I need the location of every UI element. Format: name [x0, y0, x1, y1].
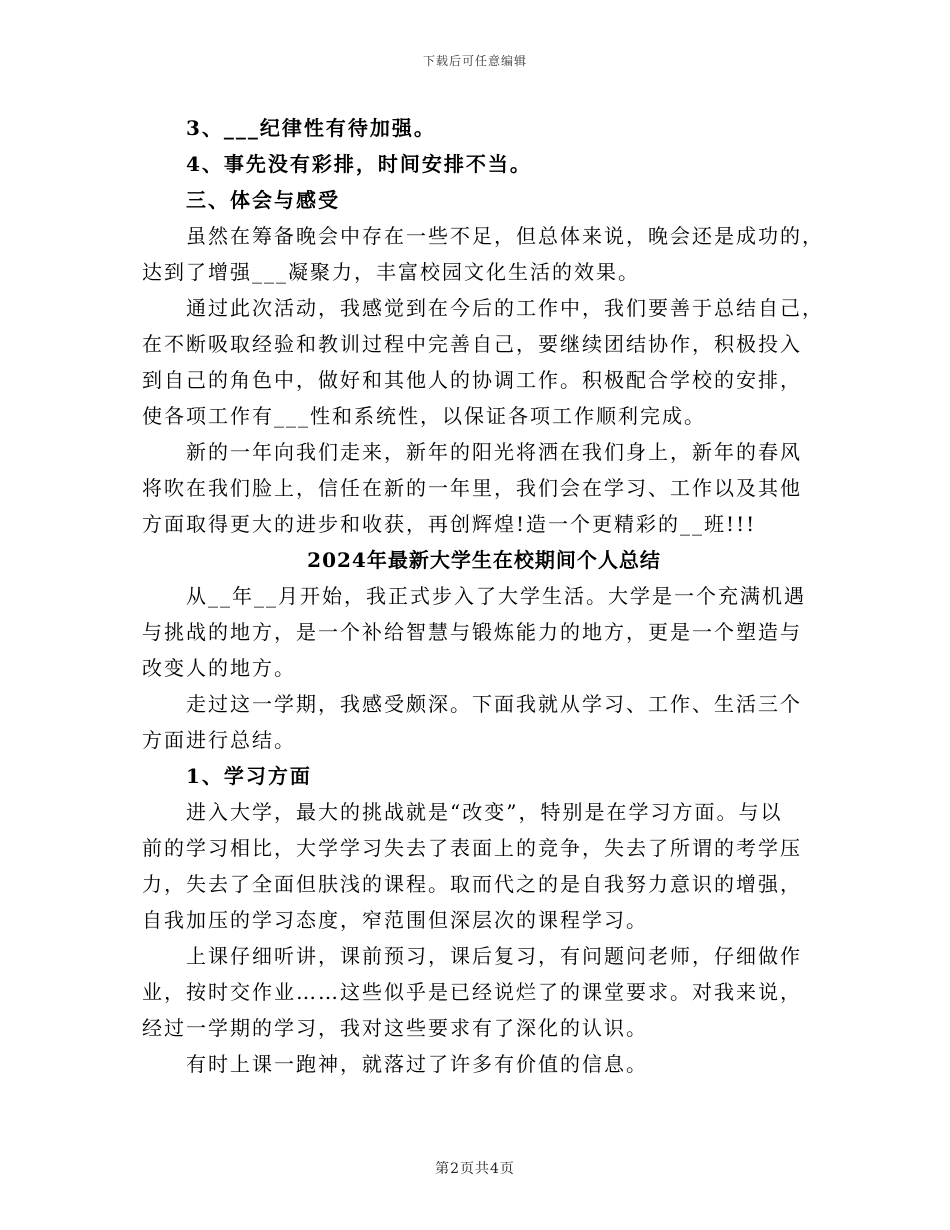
paragraph-line: 方面取得更大的进步和收获，再创辉煌!造一个更精彩的__班!!!	[142, 512, 757, 536]
paragraph-line: 将吹在我们脸上，信任在新的一年里，我们会在学习、工作以及其他	[142, 476, 802, 500]
paragraph-line: 前的学习相比，大学学习失去了表面上的竞争，失去了所谓的考学压	[142, 836, 802, 860]
paragraph-line: 自我加压的学习态度，窄范围但深层次的课程学习。	[142, 908, 648, 932]
paragraph-line: 达到了增强___凝聚力，丰富校园文化生活的效果。	[142, 260, 640, 284]
paragraph-line: 虽然在筹备晚会中存在一些不足，但总体来说，晚会还是成功的，	[186, 224, 824, 248]
paragraph-line: 在不断吸取经验和教训过程中完善自己，要继续团结协作，积极投入	[142, 332, 802, 356]
paragraph-line: 新的一年向我们走来，新年的阳光将洒在我们身上，新年的春风	[186, 440, 802, 464]
paragraph-line: 与挑战的地方，是一个补给智慧与锻炼能力的地方，更是一个塑造与	[142, 620, 802, 644]
paragraph-line: 改变人的地方。	[142, 656, 296, 680]
paragraph-line: 业，按时交作业……这些似乎是已经说烂了的课堂要求。对我来说，	[142, 980, 802, 1004]
paragraph-line: 通过此次活动，我感觉到在今后的工作中，我们要善于总结自己，	[186, 296, 824, 320]
section-heading-study: 1、学习方面	[186, 764, 312, 788]
paragraph-line: 进入大学，最大的挑战就是“改变”，特别是在学习方面。与以	[186, 800, 783, 824]
page-header-note: 下载后可任意编辑	[422, 54, 527, 68]
list-item-3: 3、___纪律性有待加强。	[186, 116, 436, 140]
paragraph-line: 使各项工作有___性和系统性，以保证各项工作顺利完成。	[142, 404, 706, 428]
page-number: 第2页共4页	[435, 1161, 515, 1177]
paragraph-line: 经过一学期的学习，我对这些要求有了深化的认识。	[142, 1016, 648, 1040]
paragraph-line: 方面进行总结。	[142, 728, 296, 752]
document-body	[142, 110, 824, 1082]
paragraph-line: 上课仔细听讲，课前预习，课后复习，有问题问老师，仔细做作	[186, 944, 802, 968]
paragraph-line: 到自己的角色中，做好和其他人的协调工作。积极配合学校的安排，	[142, 368, 802, 392]
section-heading-3: 三、体会与感受	[186, 188, 340, 212]
paragraph-line: 走过这一学期，我感受颇深。下面我就从学习、工作、生活三个	[186, 692, 802, 716]
list-item-4: 4、事先没有彩排，时间安排不当。	[186, 152, 532, 176]
paragraph-line: 有时上课一跑神，就落过了许多有价值的信息。	[186, 1052, 648, 1076]
paragraph-line: 力，失去了全面但肤浅的课程。取而代之的是自我努力意识的增强，	[142, 872, 802, 896]
paragraph-line: 从__年__月开始，我正式步入了大学生活。大学是一个充满机遇	[186, 584, 806, 608]
document-title: 2024年最新大学生在校期间个人总结	[307, 548, 661, 572]
